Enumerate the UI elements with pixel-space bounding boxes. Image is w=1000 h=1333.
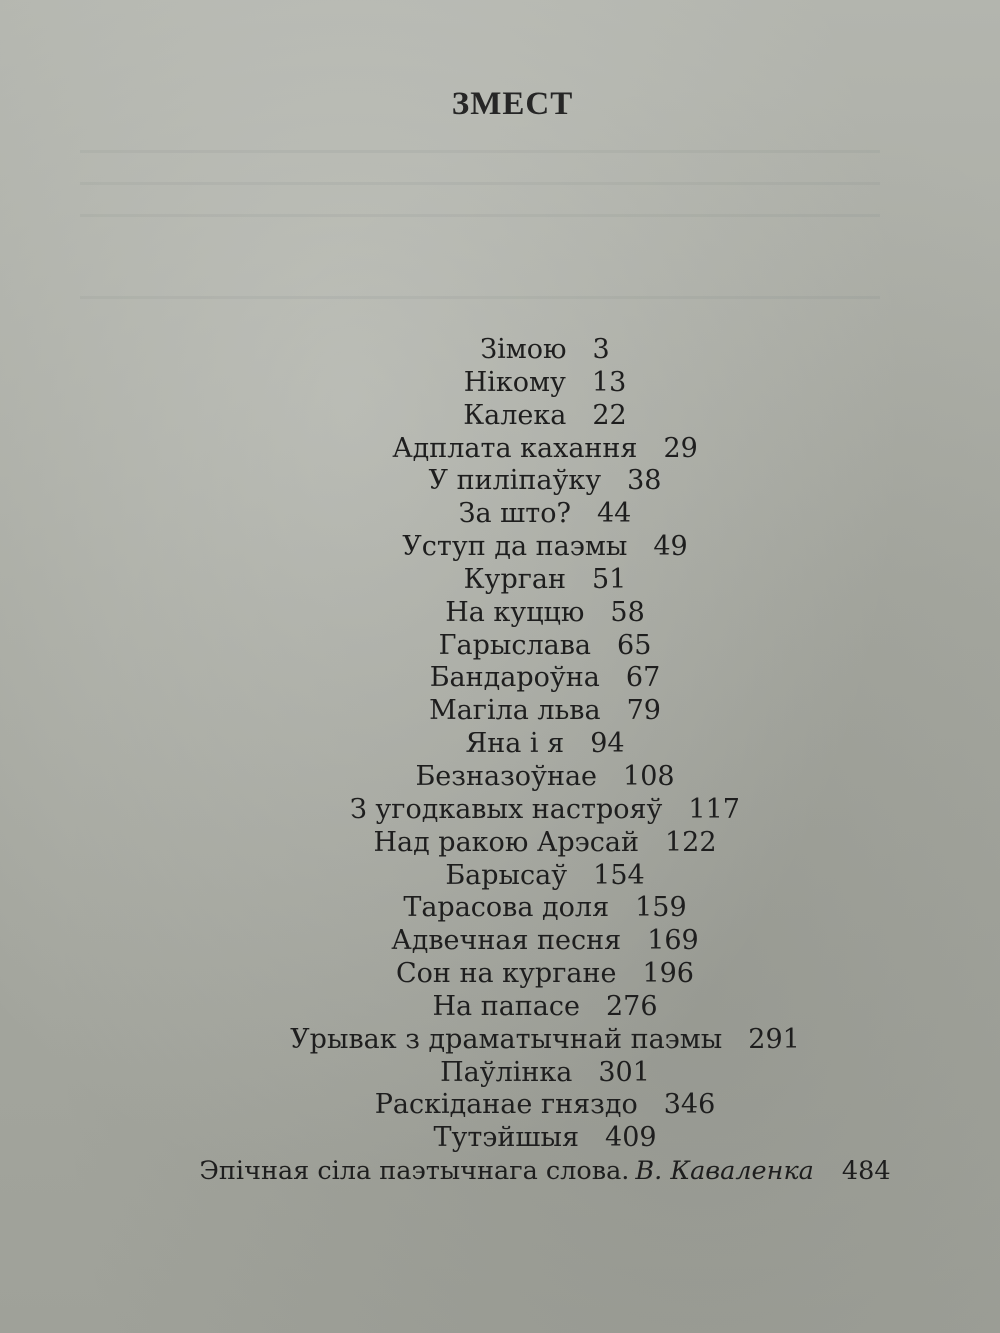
toc-entry-title: Урывак з драматычнай паэмы (290, 1023, 723, 1055)
bleed-through-line (80, 182, 880, 185)
toc-entry-page: 196 (642, 958, 694, 990)
toc-entry (0, 695, 1000, 728)
toc-entry (0, 1024, 1000, 1057)
toc-entry-page: 301 (598, 1056, 650, 1088)
toc-entry-title: На папасе (432, 990, 580, 1022)
toc-entry (0, 892, 1000, 925)
toc-entry (0, 465, 1000, 498)
table-of-contents (0, 334, 1000, 1188)
toc-entry-afterword (0, 1155, 1000, 1188)
toc-entry (0, 334, 1000, 367)
toc-entry-title: Безназоўнае (415, 760, 598, 792)
toc-entry-title: Магіла льва (429, 695, 601, 727)
toc-entry (0, 400, 1000, 433)
toc-entry (0, 958, 1000, 991)
toc-entry-title: У пиліпаўку (428, 465, 602, 497)
toc-entry-page: 67 (625, 662, 661, 694)
bleed-through-line (80, 214, 880, 217)
toc-entry-title: За што? (458, 498, 571, 530)
bleed-through-line (80, 150, 880, 153)
page-title: ЗМЕСТ (451, 86, 574, 122)
toc-entry (0, 827, 1000, 860)
toc-entry-title: Уступ да паэмы (402, 531, 628, 563)
toc-entry-page: 122 (664, 826, 717, 858)
toc-entry-title: На куццю (445, 596, 585, 628)
toc-entry-title: Эпічная сіла паэтычнага слова. (199, 1156, 630, 1187)
toc-entry-title: Барысаў (445, 859, 568, 891)
toc-entry (0, 1122, 1000, 1155)
toc-entry (0, 728, 1000, 761)
toc-entry-page: 154 (593, 859, 645, 891)
toc-entry-title: Адвечная песня (391, 925, 622, 957)
toc-entry (0, 630, 1000, 663)
toc-entry-title: Гарыслава (438, 629, 592, 661)
toc-entry-title: З угодкавых настрояў (350, 793, 663, 825)
toc-entry-page: 3 (592, 334, 610, 365)
toc-entry-page: 409 (605, 1122, 657, 1154)
toc-entry (0, 433, 1000, 466)
toc-entry-page: 94 (590, 728, 625, 760)
toc-entry-page: 108 (623, 760, 675, 792)
toc-entry-page: 13 (591, 366, 627, 398)
toc-entry-page: 346 (663, 1089, 716, 1121)
toc-entry-page: 291 (748, 1023, 800, 1055)
toc-entry (0, 860, 1000, 893)
toc-entry-page: 29 (663, 432, 698, 464)
toc-entry-title: Тутэйшыя (433, 1122, 580, 1154)
toc-entry-title: Раскіданае гняздо (374, 1089, 638, 1121)
toc-entry-title: Калека (463, 399, 567, 431)
toc-entry (0, 925, 1000, 958)
toc-entry-title: Бандароўна (429, 662, 600, 694)
toc-entry-page: 51 (591, 563, 627, 595)
toc-entry-page: 65 (617, 629, 652, 661)
toc-entry-page: 484 (841, 1156, 891, 1187)
toc-entry-title: Яна і я (465, 728, 565, 760)
toc-entry-title: Паўлінка (440, 1056, 573, 1088)
toc-entry-title: Сон на кургане (396, 958, 617, 990)
toc-entry (0, 367, 1000, 400)
bleed-through-line (80, 296, 880, 299)
toc-entry-page: 38 (627, 465, 662, 497)
toc-entry-page: 58 (610, 596, 645, 628)
toc-entry (0, 1089, 1000, 1122)
toc-entry (0, 531, 1000, 564)
toc-entry-author: В. Каваленка (635, 1156, 814, 1187)
toc-entry (0, 498, 1000, 531)
toc-entry-title: Адплата кахання (392, 432, 638, 464)
toc-entry (0, 991, 1000, 1024)
toc-entry-page: 169 (647, 925, 699, 957)
toc-entry-page: 159 (635, 892, 687, 924)
toc-entry-title: Курган (463, 563, 566, 595)
toc-entry (0, 794, 1000, 827)
toc-entry (0, 761, 1000, 794)
toc-entry-title: Тарасова доля (403, 892, 610, 924)
toc-entry (0, 564, 1000, 597)
toc-entry (0, 662, 1000, 695)
toc-entry (0, 1057, 1000, 1090)
toc-entry-title: Зімою (480, 334, 567, 365)
toc-entry-page: 22 (592, 399, 627, 431)
toc-entry-title: Над ракою Арэсай (373, 826, 639, 858)
toc-entry-page: 79 (626, 695, 661, 727)
toc-entry-page: 117 (688, 793, 740, 825)
toc-entry-page: 276 (605, 990, 658, 1022)
toc-entry-title: Нікому (463, 366, 566, 398)
toc-entry (0, 597, 1000, 630)
toc-entry-page: 44 (596, 498, 632, 530)
toc-entry-page: 49 (653, 531, 688, 563)
